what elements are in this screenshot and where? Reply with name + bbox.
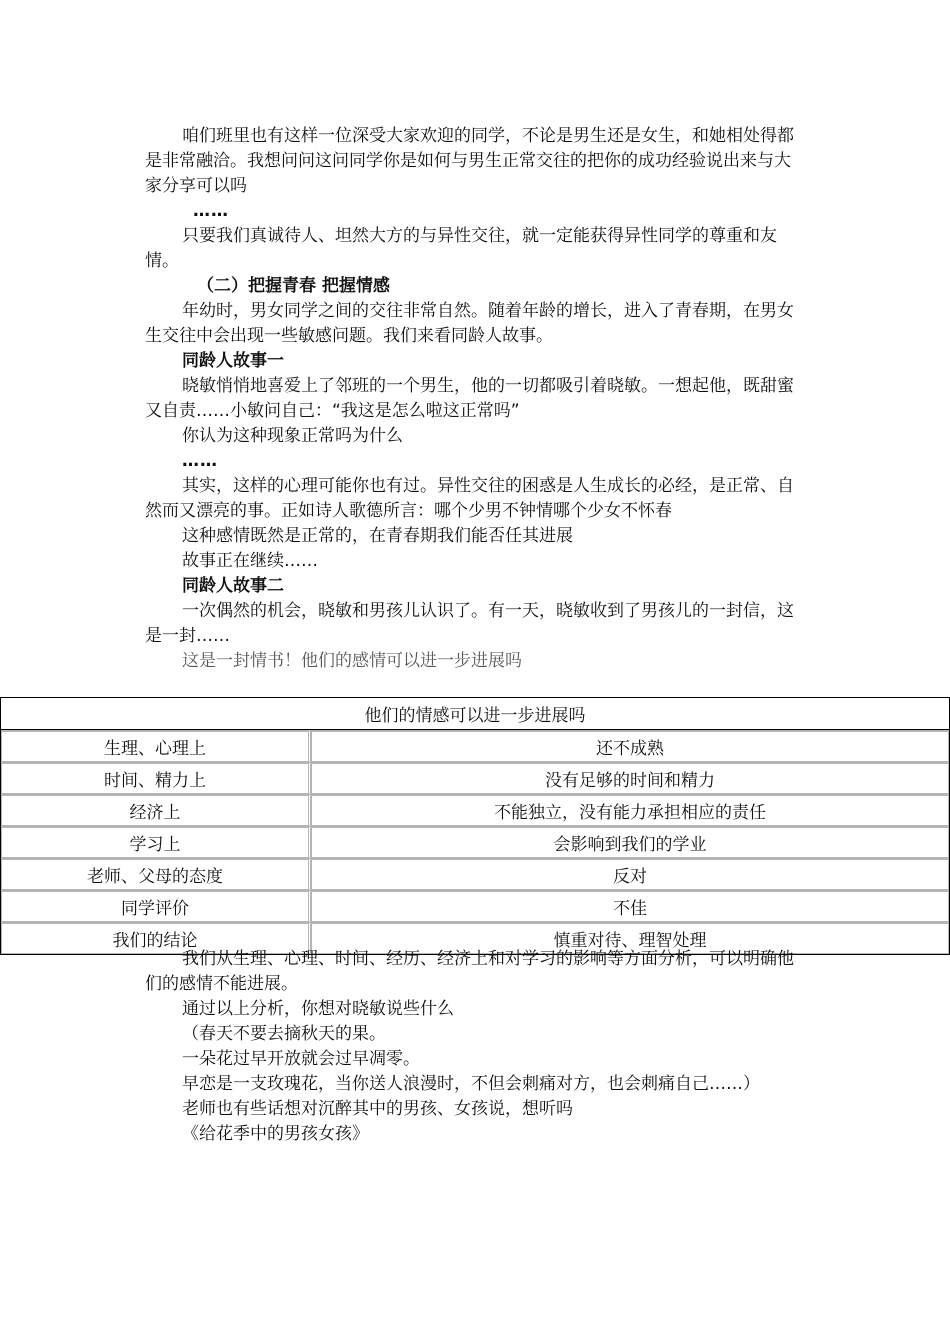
table-row xyxy=(1,826,949,858)
paragraph: 通过以上分析，你想对晓敏说些什么 xyxy=(182,999,454,1019)
table-cell-aspect: 我们的结论 xyxy=(1,922,311,954)
table-cell-verdict: 会影响到我们的学业 xyxy=(311,826,949,858)
table-row xyxy=(1,890,949,922)
table-cell-verdict: 还不成熟 xyxy=(311,730,949,762)
paragraph: 老师也有些话想对沉醉其中的男孩、女孩说，想听吗 xyxy=(182,1099,573,1119)
table-title: 他们的情感可以进一步进展吗 xyxy=(1,698,949,730)
paragraph: 其实，这样的心理可能你也有过。异性交往的困惑是人生成长的必经，是正常、自然而又漂亮的事。正如诗人歌德所言：哪个少男不钟情哪个少女不怀春 xyxy=(145,476,794,521)
table-row xyxy=(1,858,949,890)
paragraph: 这是一封情书！他们的感情可以进一步进展吗 xyxy=(182,651,522,671)
book-title: 《给花季中的男孩女孩》 xyxy=(182,1124,369,1144)
section-heading: （二）把握青春 把握情感 xyxy=(197,276,390,296)
table-cell-aspect: 学习上 xyxy=(1,826,311,858)
paragraph: 我们从生理、心理、时间、经历、经济上和对学习的影响等方面分析，可以明确他们的感情不能进展。 xyxy=(145,949,794,994)
bottom-text-block xyxy=(145,947,805,1147)
paragraph: 年幼时，男女同学之间的交往非常自然。随着年龄的增长，进入了青春期，在男女生交往中会出现一些敏感问题。我们来看同龄人故事。 xyxy=(145,301,794,346)
table-cell-verdict: 反对 xyxy=(311,858,949,890)
table-cell-verdict: 不能独立，没有能力承担相应的责任 xyxy=(311,794,949,826)
table-cell-aspect: 经济上 xyxy=(1,794,311,826)
story-title: 同龄人故事二 xyxy=(182,576,284,596)
paragraph: 咱们班里也有这样一位深受大家欢迎的同学，不论是男生还是女生，和她相处得都是非常融洽。我想问问这问同学你是如何与男生正常交往的把你的成功经验说出来与大家分享可以吗 xyxy=(145,126,794,196)
paragraph: 一朵花过早开放就会过早凋零。 xyxy=(182,1049,420,1069)
table-row xyxy=(1,730,949,762)
paragraph: 你认为这种现象正常吗为什么 xyxy=(182,426,403,446)
paragraph: 这种感情既然是正常的，在青春期我们能否任其进展 xyxy=(182,526,573,546)
paragraph: 晓敏悄悄地喜爱上了邻班的一个男生，他的一切都吸引着晓敏。一想起他，既甜蜜又自责……小敏问自己：“我这是怎么啦这正常吗” xyxy=(145,376,794,421)
top-text-block xyxy=(145,124,805,674)
ellipsis-line: …… xyxy=(182,451,218,471)
analysis-table xyxy=(1,698,949,954)
table-row xyxy=(1,794,949,826)
table-cell-aspect: 同学评价 xyxy=(1,890,311,922)
table-cell-verdict: 没有足够的时间和精力 xyxy=(311,762,949,794)
paragraph: 一次偶然的机会，晓敏和男孩儿认识了。有一天，晓敏收到了男孩儿的一封信，这是一封…… xyxy=(145,601,794,646)
analysis-table-frame xyxy=(0,697,950,955)
table-cell-verdict: 慎重对待、理智处理 xyxy=(311,922,949,954)
paragraph: 故事正在继续…… xyxy=(182,551,318,571)
table-cell-aspect: 时间、精力上 xyxy=(1,762,311,794)
paragraph: 只要我们真诚待人、坦然大方的与异性交往，就一定能获得异性同学的尊重和友情。 xyxy=(145,226,777,271)
table-row xyxy=(1,762,949,794)
table-cell-verdict: 不佳 xyxy=(311,890,949,922)
story-title: 同龄人故事一 xyxy=(182,351,284,371)
paragraph: 早恋是一支玫瑰花，当你送人浪漫时，不但会刺痛对方，也会刺痛自己……） xyxy=(182,1074,760,1094)
paragraph: （春天不要去摘秋天的果。 xyxy=(182,1024,386,1044)
table-cell-aspect: 老师、父母的态度 xyxy=(1,858,311,890)
table-cell-aspect: 生理、心理上 xyxy=(1,730,311,762)
ellipsis-line: …… xyxy=(193,201,229,221)
